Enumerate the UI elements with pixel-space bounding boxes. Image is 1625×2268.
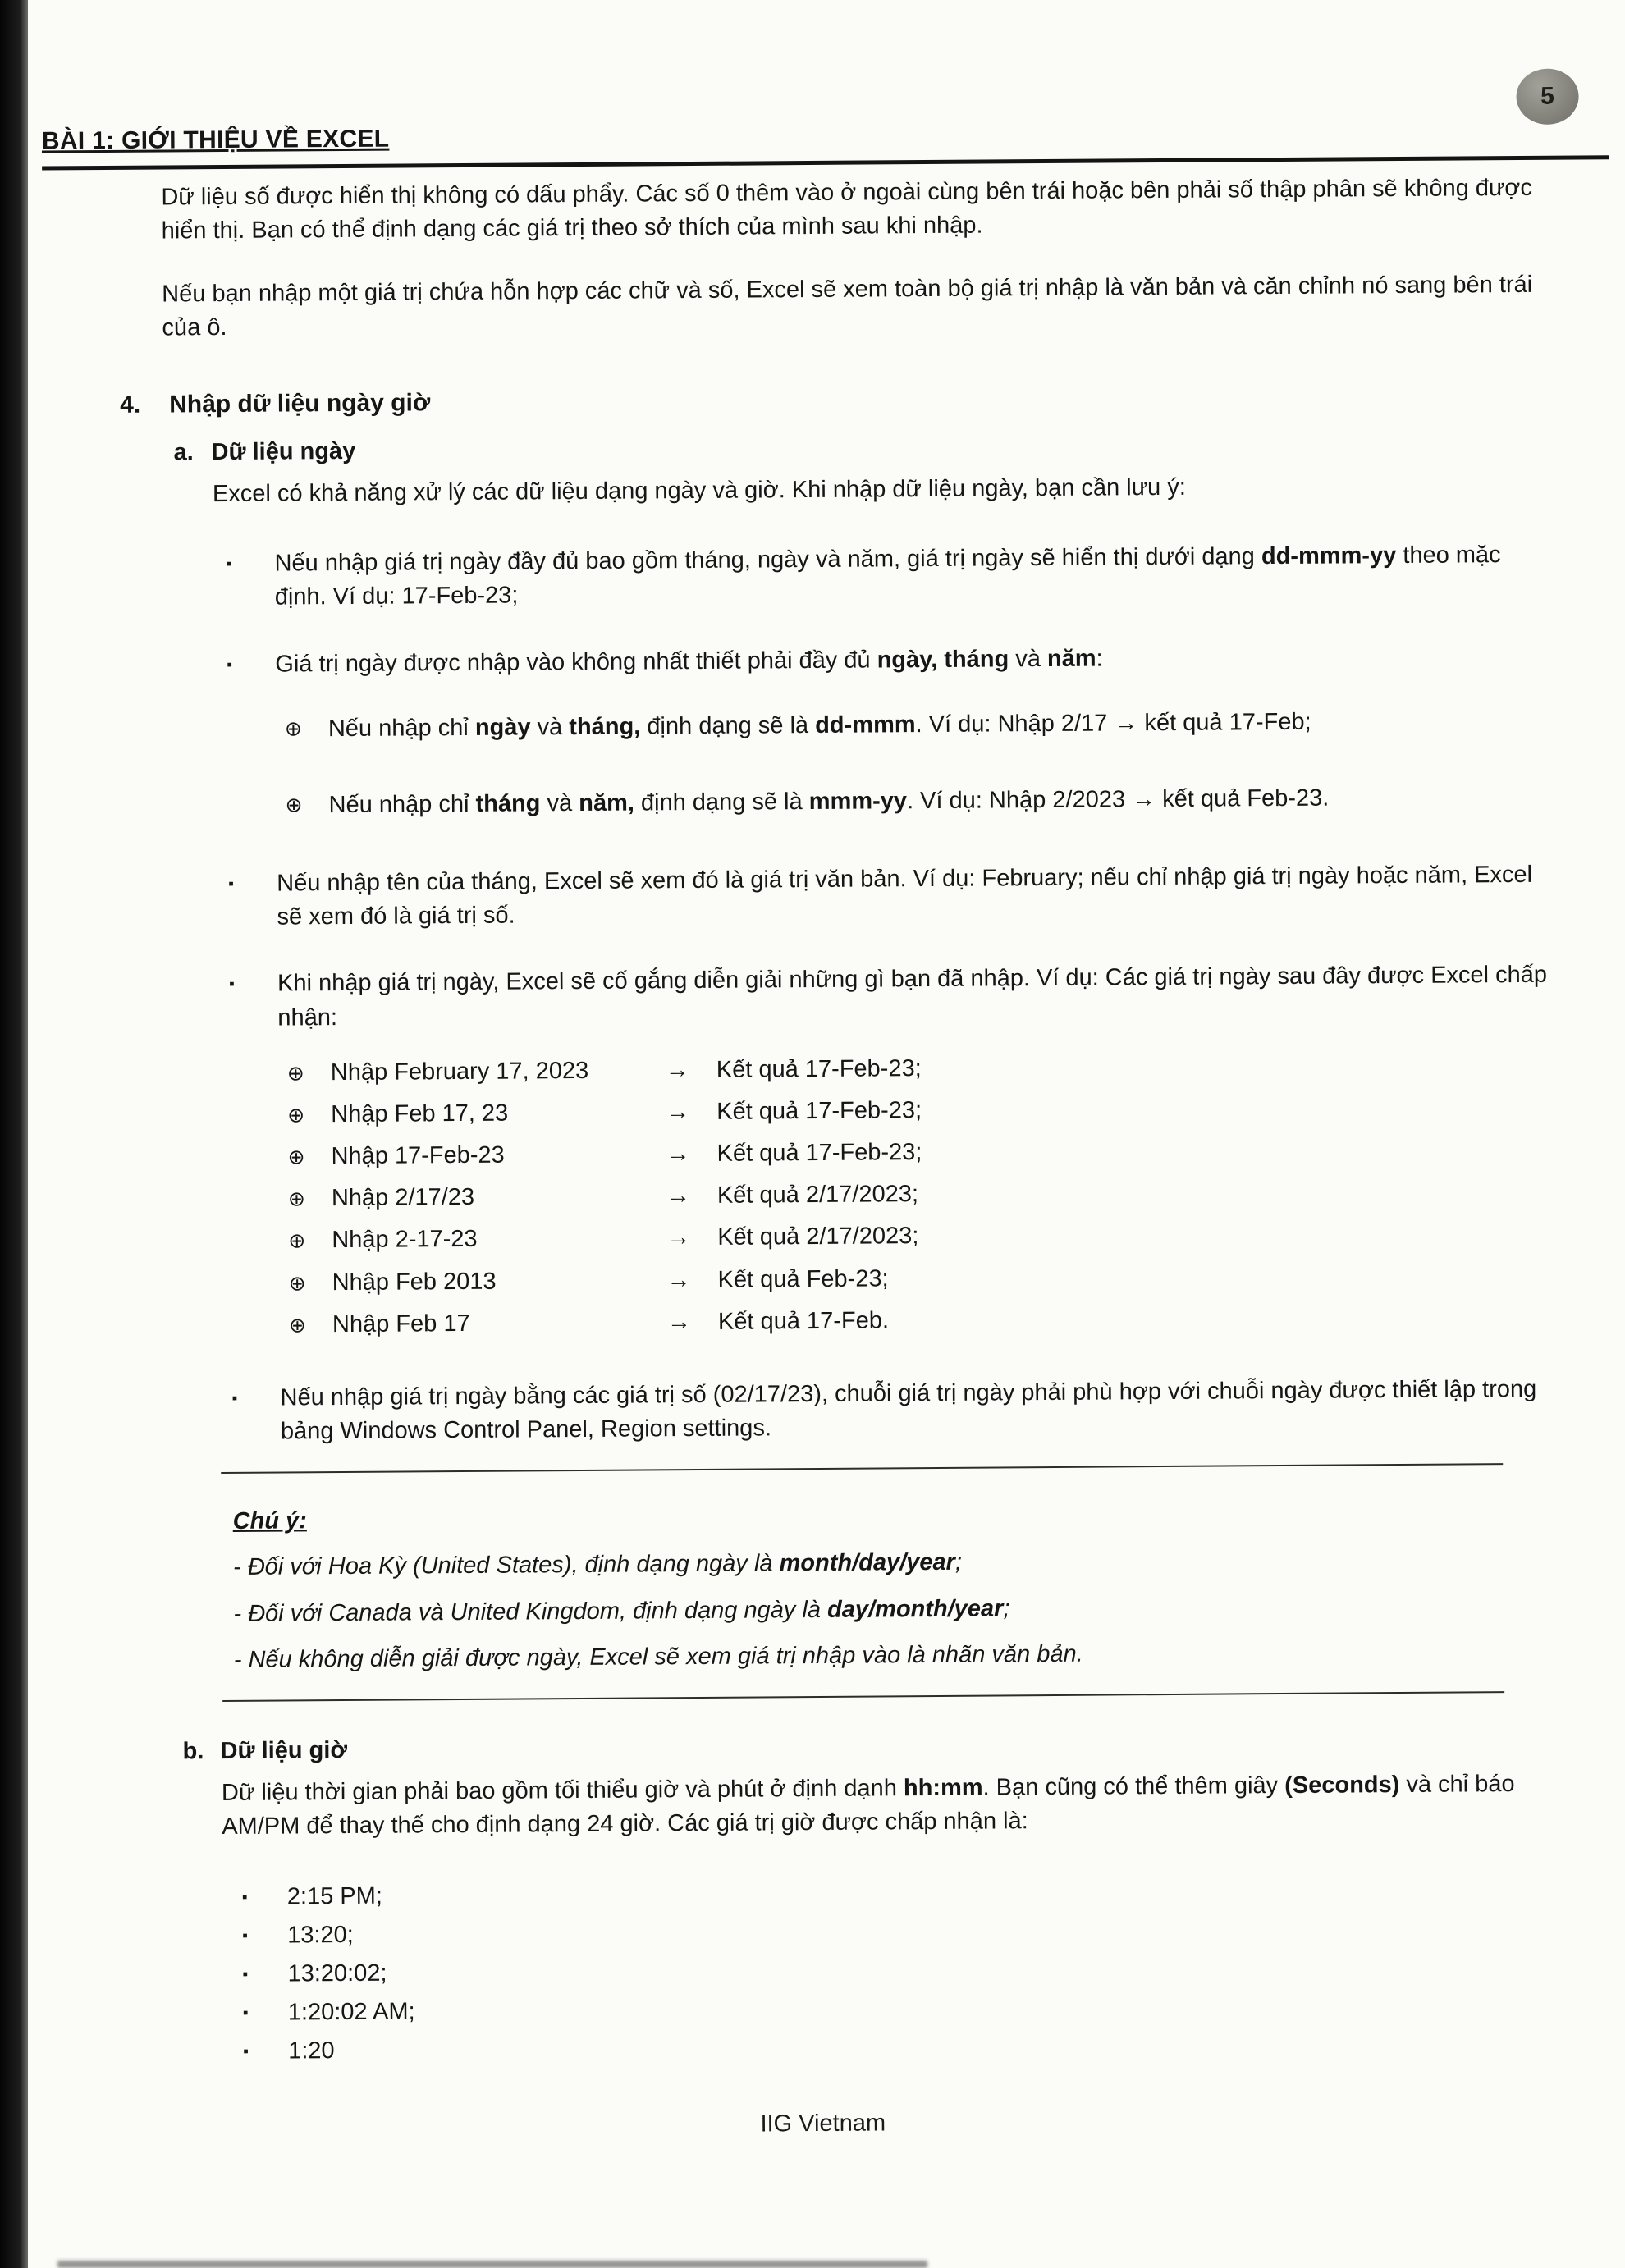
example-row [288, 1257, 1554, 1300]
section-heading [120, 378, 1548, 423]
circled-plus-bullet-icon: ⊕ [288, 1271, 306, 1296]
example-result: Kết quả 17-Feb. [717, 1307, 890, 1335]
page-number: 5 [1540, 82, 1555, 110]
paragraph: Excel có khả năng xử lý các dữ liệu dạng ngày và giờ. Khi nhập dữ liệu ngày, bạn cần lưu ý: [212, 473, 1186, 508]
example-input: Nhập 17-Feb-23 [331, 1141, 505, 1170]
bullet-item [231, 1373, 1555, 1450]
example-result: Kết quả 2/17/2023; [716, 1181, 919, 1209]
note-title: Chú ý: [232, 1507, 307, 1535]
time-list-item [243, 2026, 1559, 2069]
time-value: 1:20:02 AM; [287, 1998, 415, 2026]
paragraph: Dữ liệu thời gian phải bao gồm tối thiểu giờ và phút ở định dạnh hh:mm. Bạn cũng có thể thêm giây (Seconds) và chỉ báo AM/PM để thay thế cho định dạng 24 giờ. Các giá trị giờ được chấp nhận là: [221, 1771, 1515, 1840]
paragraph: Dữ liệu số được hiển thị không có dấu phẩy. Các số 0 thêm vào ở ngoài cùng bên trái hoặc bên phải số thập phân sẽ không được hiển thị. Bạn có thể định dạng các giá trị theo sở thích của mình sau khi nhập. [161, 174, 1532, 245]
bullet-text: Nếu nhập chỉ tháng và năm, định dạng sẽ là mmm-yy. Ví dụ: Nhập 2/2023 → kết quả Feb-23. [328, 784, 1330, 819]
bullet-text: Nếu nhập chỉ ngày và tháng, định dạng sẽ là dd-mmm. Ví dụ: Nhập 2/17 → kết quả 17-Feb; [327, 708, 1311, 742]
bullet-item [228, 858, 1552, 935]
square-bullet-icon: ▪ [229, 976, 235, 994]
circled-plus-bullet-icon: ⊕ [286, 1062, 304, 1086]
bullet-text: Nếu nhập tên của tháng, Excel sẽ xem đó là giá trị văn bản. Ví dụ: February; nếu chỉ nhập giá trị ngày hoặc năm, Excel sẽ xem đó là giá trị số. [277, 861, 1533, 931]
divider-line [222, 1691, 1504, 1702]
page-header [42, 113, 1609, 170]
circled-plus-bullet-icon: ⊕ [287, 1187, 305, 1211]
time-value: 13:20; [287, 1921, 354, 1949]
time-value: 1:20 [288, 2037, 335, 2065]
subsection-letter: b. [182, 1738, 204, 1765]
bullet-text: Nếu nhập giá trị ngày bằng các giá trị số (02/17/23), chuỗi giá trị ngày phải phù hợp với chuỗi ngày được thiết lập trong bảng Windows Control Panel, Region settings. [280, 1375, 1537, 1445]
square-bullet-icon: ▪ [242, 2004, 249, 2022]
time-list-item [242, 1949, 1559, 1991]
page-content [0, 171, 1625, 2071]
example-result: Kết quả 2/17/2023; [717, 1223, 919, 1251]
circled-plus-bullet-icon: ⊕ [287, 1104, 305, 1127]
example-input: Nhập Feb 2013 [332, 1268, 497, 1296]
time-list-item [243, 1987, 1559, 2030]
square-bullet-icon: ▪ [242, 1927, 249, 1945]
example-row [288, 1215, 1554, 1258]
subsection-letter: a. [173, 439, 194, 466]
time-list-item [242, 1909, 1559, 1952]
bullet-item [226, 538, 1549, 615]
paragraph: Nếu bạn nhập một giá trị chứa hỗn hợp các chữ và số, Excel sẽ xem toàn bộ giá trị nhập là văn bản và căn chỉnh nó sang bên trái của ô. [162, 271, 1533, 341]
note-line: - Đối với Canada và United Kingdom, định dạng ngày là day/month/year; [233, 1595, 1010, 1627]
page-number-badge [1516, 68, 1578, 125]
example-list [287, 1047, 1554, 1342]
bullet-item [227, 638, 1549, 681]
time-value: 13:20:02; [287, 1959, 387, 1987]
example-result: Kết quả 17-Feb-23; [716, 1139, 922, 1167]
example-row [287, 1132, 1553, 1174]
example-input: Nhập 2/17/23 [331, 1184, 475, 1212]
circled-plus-bullet-icon: ⊕ [284, 717, 302, 741]
arrow-icon: → [666, 1182, 691, 1209]
example-input: Nhập 2-17-23 [332, 1226, 478, 1254]
square-bullet-icon: ▪ [231, 1389, 238, 1407]
sub-bullet-item [285, 703, 1550, 746]
subsection-title: Dữ liệu giờ [220, 1736, 348, 1765]
arrow-icon: → [666, 1224, 691, 1251]
example-result: Kết quả 17-Feb-23; [716, 1097, 922, 1125]
page-footer: IIG Vietnam [760, 2110, 886, 2138]
note-section [233, 1496, 1557, 1677]
circled-plus-bullet-icon: ⊕ [287, 1145, 305, 1169]
divider-line [221, 1463, 1503, 1474]
arrow-icon: → [666, 1308, 692, 1336]
bullet-text: Giá trị ngày được nhập vào không nhất thiết phải đầy đủ ngày, tháng và năm: [275, 645, 1103, 678]
time-list [242, 1871, 1560, 2069]
square-bullet-icon: ▪ [242, 1965, 249, 1983]
arrow-icon: → [666, 1266, 691, 1293]
square-bullet-icon: ▪ [228, 876, 235, 894]
arrow-icon: → [666, 1098, 690, 1126]
note-line: - Đối với Hoa Kỳ (United States), định dạng ngày là month/day/year; [232, 1549, 963, 1581]
square-bullet-icon: ▪ [241, 1888, 248, 1906]
chapter-title: BÀI 1: GIỚI THIỆU VỀ EXCEL [41, 125, 390, 155]
square-bullet-icon: ▪ [243, 2043, 249, 2061]
example-row [287, 1090, 1553, 1132]
example-row [289, 1300, 1554, 1342]
sub-bullet-item [285, 780, 1550, 823]
scan-edge-artifact [0, 0, 28, 2268]
circled-plus-bullet-icon: ⊕ [288, 1314, 307, 1337]
example-row [288, 1173, 1554, 1216]
scan-bottom-artifact [57, 2261, 927, 2268]
arrow-icon: → [665, 1056, 689, 1084]
circled-plus-bullet-icon: ⊕ [288, 1229, 306, 1253]
circled-plus-bullet-icon: ⊕ [285, 793, 303, 817]
time-value: 2:15 PM; [286, 1882, 383, 1910]
example-row [287, 1047, 1553, 1090]
example-input: Nhập Feb 17, 23 [331, 1100, 509, 1128]
section-number: 4. [120, 391, 141, 419]
bullet-text: Nếu nhập giá trị ngày đầy đủ bao gồm tháng, ngày và năm, giá trị ngày sẽ hiển thị dưới dạng dd-mmm-yy theo mặc định. Ví dụ: 17-Feb-23; [274, 542, 1501, 610]
example-input: Nhập February 17, 2023 [330, 1057, 589, 1086]
time-list-item [242, 1871, 1559, 1914]
example-result: Kết quả Feb-23; [717, 1264, 889, 1293]
subsection-heading [182, 1726, 1557, 1769]
example-input: Nhập Feb 17 [332, 1310, 470, 1337]
note-line: - Nếu không diễn giải được ngày, Excel sẽ xem giá trị nhập vào là nhãn văn bản. [233, 1640, 1083, 1673]
subsection-heading [173, 427, 1548, 470]
example-result: Kết quả 17-Feb-23; [716, 1054, 922, 1083]
bullet-item [229, 958, 1553, 1036]
square-bullet-icon: ▪ [226, 556, 232, 574]
bullet-text: Khi nhập giá trị ngày, Excel sẽ cố gắng diễn giải những gì bạn đã nhập. Ví dụ: Các giá trị ngày sau đây được Excel chấp nhận: [277, 962, 1548, 1031]
section-title: Nhập dữ liệu ngày giờ [169, 389, 431, 418]
subsection-title: Dữ liệu ngày [211, 437, 356, 465]
square-bullet-icon: ▪ [227, 656, 233, 674]
arrow-icon: → [666, 1141, 690, 1168]
